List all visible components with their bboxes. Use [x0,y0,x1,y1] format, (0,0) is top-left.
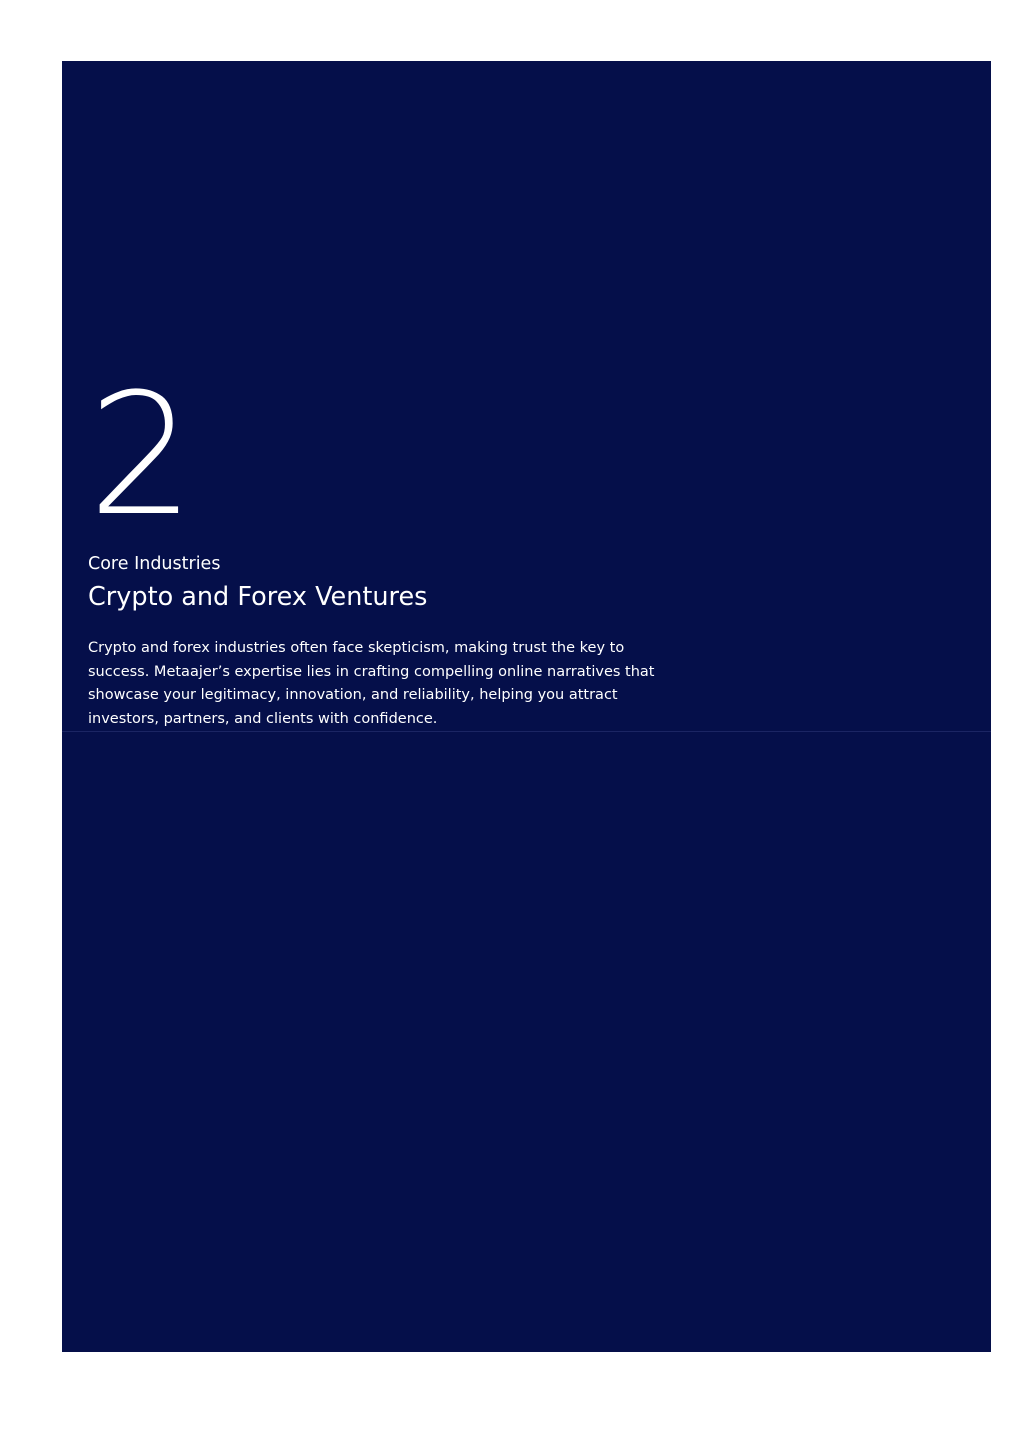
content-panel [62,61,991,1352]
section-kicker: Core Industries [88,554,221,574]
section-number: 2 [88,357,191,553]
section-body: Crypto and forex industries often face skepticism, making trust the key to success. Metaajer’s expertise lies in crafting compelling online narratives that showcase your legitimacy, innovation, and reliability, helping you attract investors, partners, and clients with confidence. [88,640,655,727]
section-title: Crypto and Forex Ventures [88,582,428,612]
section-divider [62,731,991,732]
